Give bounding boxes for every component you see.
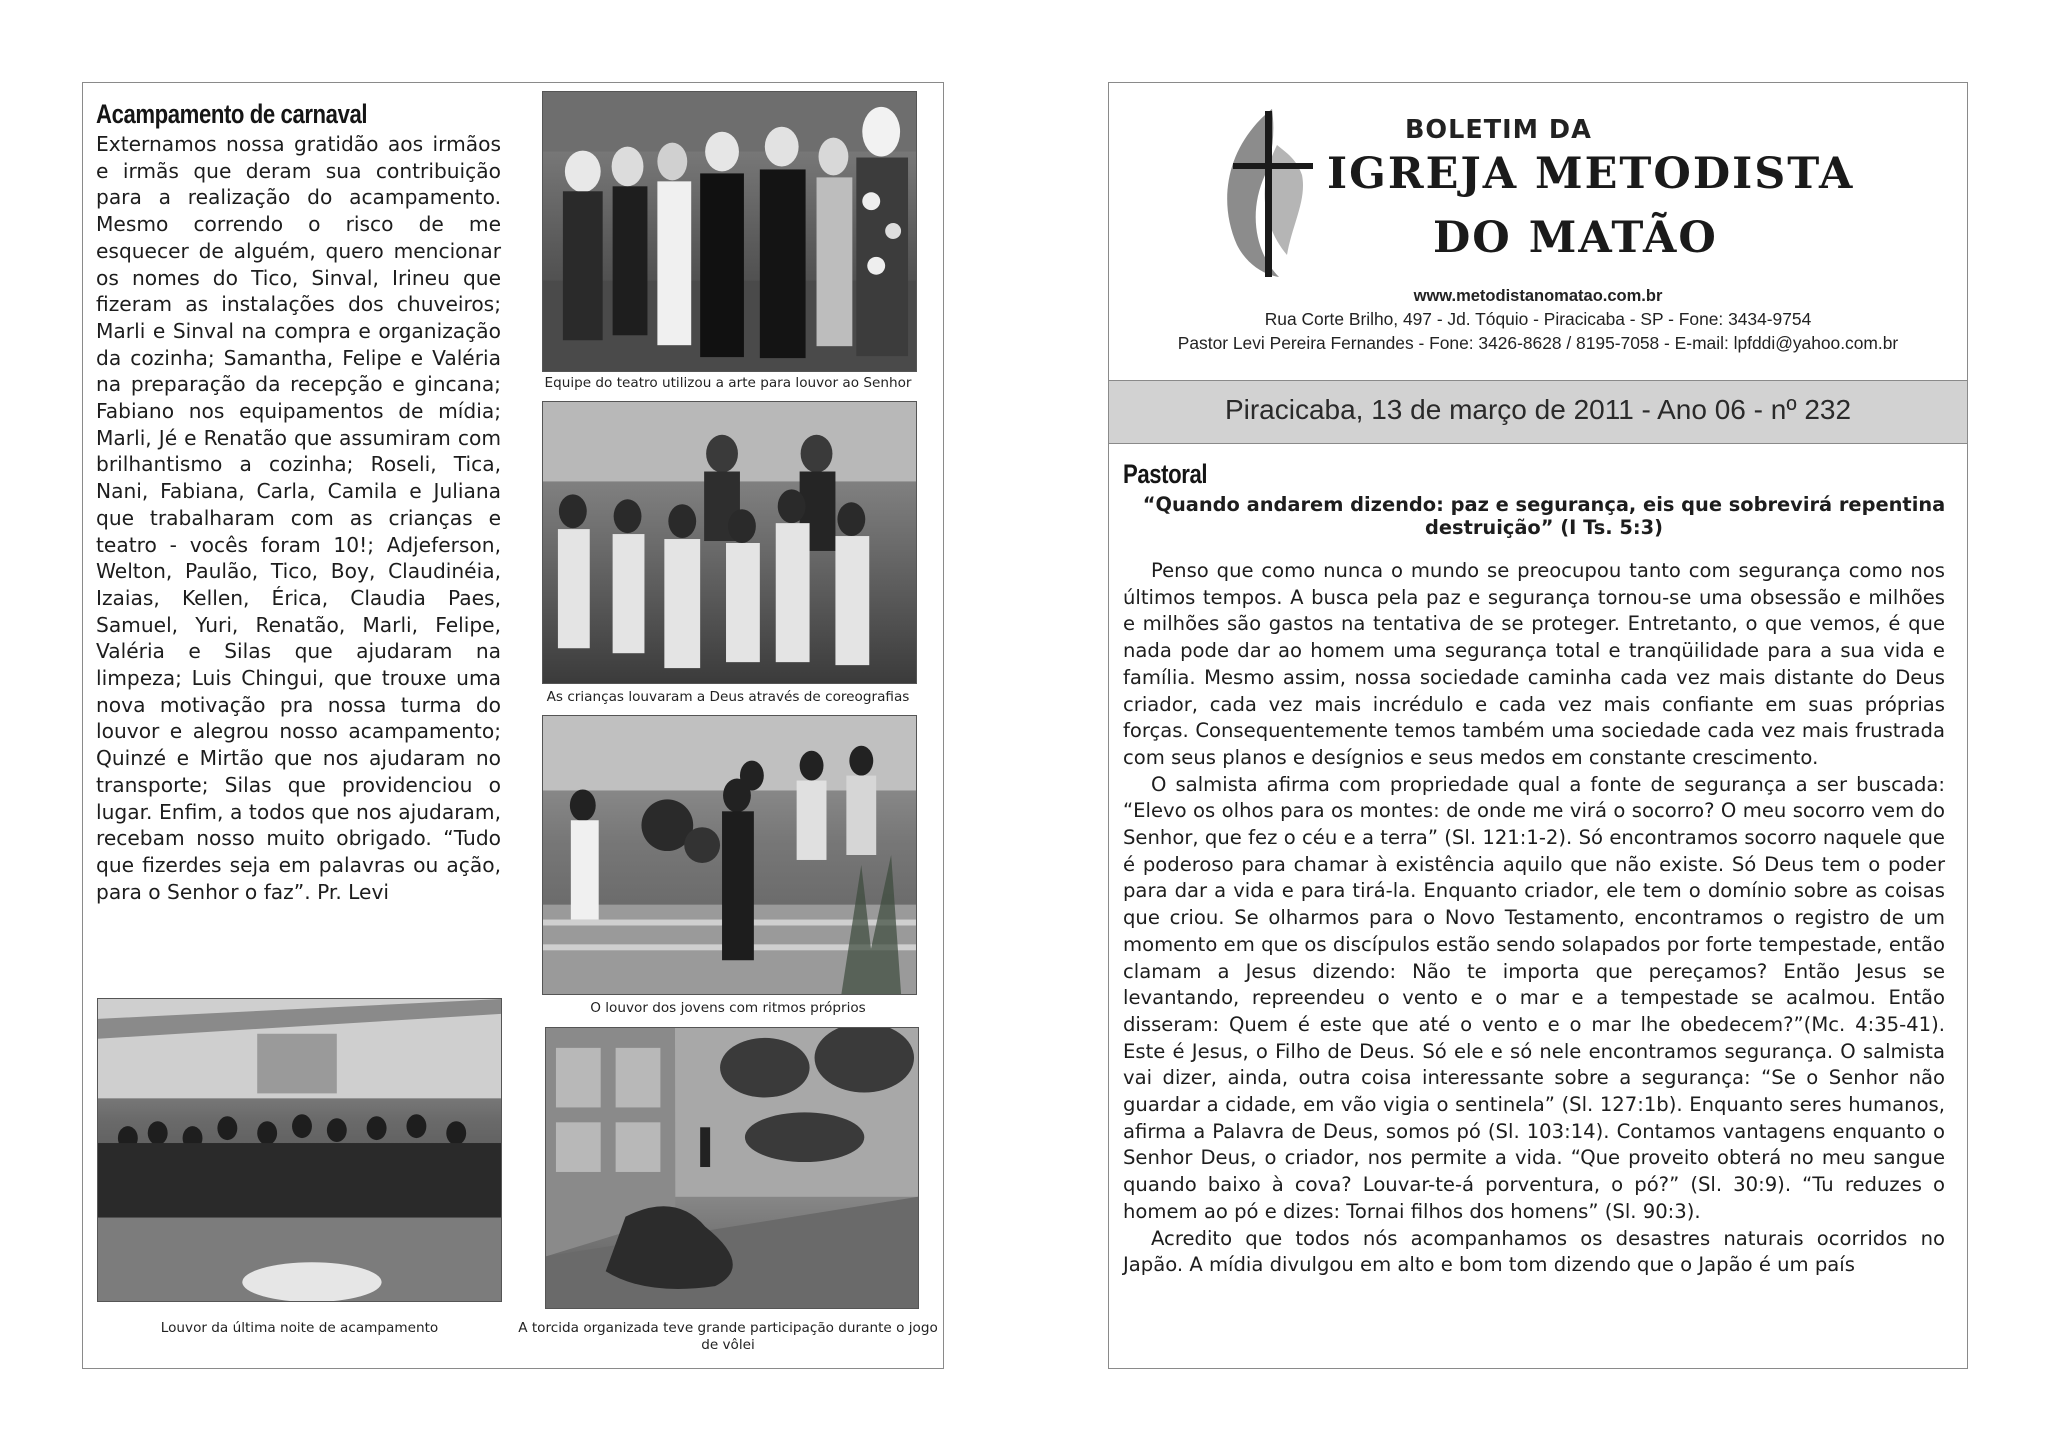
pastoral-paragraph: Penso que como nunca o mundo se preocupou tanto com segurança como nos últimos tempos. A busca pela paz e segurança tornou-se uma obsessão e milhões e milhões são gastos na tentativa de se proteger. Entretanto, o que vemos, é que nada pode dar ao homem uma segurança total e tranqüilidade para a sua vida e família. Mesmo assim, nossa sociedade caminha cada vez mais distante do Deus criador, cada vez mais incrédulo e cada vez mais confiante em suas próprias forças. Consequentemente temos também uma sociedade cada vez mais frustrada com seus planos e desígnios e seus medos em constante crescimento. bbox=[1123, 559, 1945, 769]
caption-worship-night: Louvor da última noite de acampamento bbox=[160, 1320, 439, 1336]
masthead bbox=[1109, 83, 1967, 380]
dateline: Piracicaba, 13 de março de 2011 - Ano 06 - nº 232 bbox=[1224, 394, 1852, 425]
caption-theater: Equipe do teatro utilizou a arte para louvor ao Senhor bbox=[544, 375, 912, 391]
acampamento-article-text: Externamos nossa gratidão aos irmãos e irmãs que deram sua contribuição para a realização do acampamento. Mesmo correndo o risco de me esquecer de alguém, quero mencionar os nomes do Tico, Sinval, Irineu que fizeram as instalações dos chuveiros; Marli e Sinval na compra e organização da cozinha; Samantha, Felipe e Valéria na preparação da recepção e gincana; Fabiano nos equipamentos de mídia; Marli, Jé e Renatão que assumiram com brilhantismo a cozinha; Roseli, Tica, Nani, Fabiana, Carla, Camila e Juliana que trabalharam com as crianças e teatro - vocês foram 10!; Adjeferson, Welton, Paulão, Tico, Boy, Claudinéia, Izaias, Kellen, Érica, Claudia Paes, Samuel, Yuri, Renatão, Marli, Felipe, Valéria e Silas que ajudaram na limpeza; Luis Chingui, que trouxe uma nova motivação pra nossa turma do louvor e alegrou nosso acampamento; Quinzé e Mirtão que nos ajudaram no transporte; Silas que providenciou o lugar. Enfim, a todos que nos ajudaram, recebam nosso muito obrigado. “Tudo que fizerdes seja em palavras ou ação, para o Senhor o faz”. Pr. Levi bbox=[96, 132, 501, 904]
caption-youth: O louvor dos jovens com ritmos próprios bbox=[590, 1000, 866, 1016]
website-link[interactable]: www.metodistanomatao.com.br bbox=[1413, 287, 1663, 305]
section-title-pastoral: Pastoral bbox=[1123, 459, 1208, 489]
pastoral-verse: “Quando andarem dizendo: paz e segurança, eis que sobrevirá repentina destruição” (I Ts. 5:3) bbox=[1142, 493, 1946, 539]
caption-volleyball: A torcida organizada teve grande participação durante o jogo de vôlei bbox=[518, 1320, 938, 1353]
right-page bbox=[1108, 82, 1968, 1369]
photo-youth-band bbox=[542, 715, 917, 995]
church-name-line2: DO MATÃO bbox=[1433, 213, 1718, 263]
photo-volleyball-fans bbox=[545, 1027, 919, 1309]
photo-children-choreography bbox=[542, 401, 917, 684]
church-address: Rua Corte Brilho, 497 - Jd. Tóquio - Piracicaba - SP - Fone: 3434-9754 bbox=[1264, 309, 1812, 329]
dateline-bar bbox=[1109, 380, 1967, 444]
pastor-contact: Pastor Levi Pereira Fernandes - Fone: 3426-8628 / 8195-7058 - E-mail: lpfddi@yahoo.com.br bbox=[1177, 333, 1899, 353]
pastoral-paragraph: O salmista afirma com propriedade qual a fonte de segurança a ser buscada: “Elevo os olhos para os montes: de onde me virá o socorro? O meu socorro vem do Senhor, que fez o céu e a terra” (Sl. 121:1-2). Só encontramos socorro naquele que é poderoso para chamar à existência aquilo que não existe. Só Deus tem o poder para dar a vida e para tirá-la. Enquanto criador, ele tem o domínio sobre as coisas que criou. Se olharmos para o Novo Testamento, encontramos o registro de um momento em que os discípulos estão sendo solapados por forte tempestade, então clamam a Jesus dizendo: Não te importa que pereçamos? Então Jesus se levantando, repreendeu o vento e o mar e a tempestade se acalmou. Então disseram: Quem é este que até o vento e o mar lhe obedecem?”(Mc. 4:35-41). Este é Jesus, o Filho de Deus. Só ele e só nele encontramos segurança. O salmista vai dizer, ainda, outra coisa interessante sobre a segurança: “Se o Senhor não guardar a cidade, em vão vigia o sentinela” (Sl. 127:1b). Enquanto seres humanos, afirma a Palavra de Deus, somos pó (Sl. 103:14). Contamos vantagens enquanto o Senhor Deus, o criador, nos permite a vida. “Que proveito obterá no meu sangue quando baixo à cova? Louvar-te-á porventura, o pó?” (Sl. 30:9). “Tu reduzes o homem ao pó e dizes: Tornai filhos dos homens” (Sl. 90:3). bbox=[1123, 772, 1945, 1223]
section-title-acampamento: Acampamento de carnaval bbox=[96, 99, 368, 129]
photo-theater-team bbox=[542, 91, 917, 372]
pastoral-paragraph: Acredito que todos nós acompanhamos os desastres naturais ocorridos no Japão. A mídia divulgou em alto e bom tom dizendo que o Japão é um país bbox=[1123, 1226, 1945, 1277]
church-name-line1: IGREJA METODISTA bbox=[1327, 149, 1855, 199]
caption-children: As crianças louvaram a Deus através de coreografias bbox=[546, 689, 910, 705]
bulletin-label: BOLETIM DA bbox=[1405, 115, 1592, 145]
methodist-cross-flame-logo bbox=[1217, 105, 1315, 279]
left-page bbox=[82, 82, 944, 1369]
pastoral-article-text bbox=[1123, 558, 1945, 1279]
photo-worship-night bbox=[97, 998, 502, 1302]
